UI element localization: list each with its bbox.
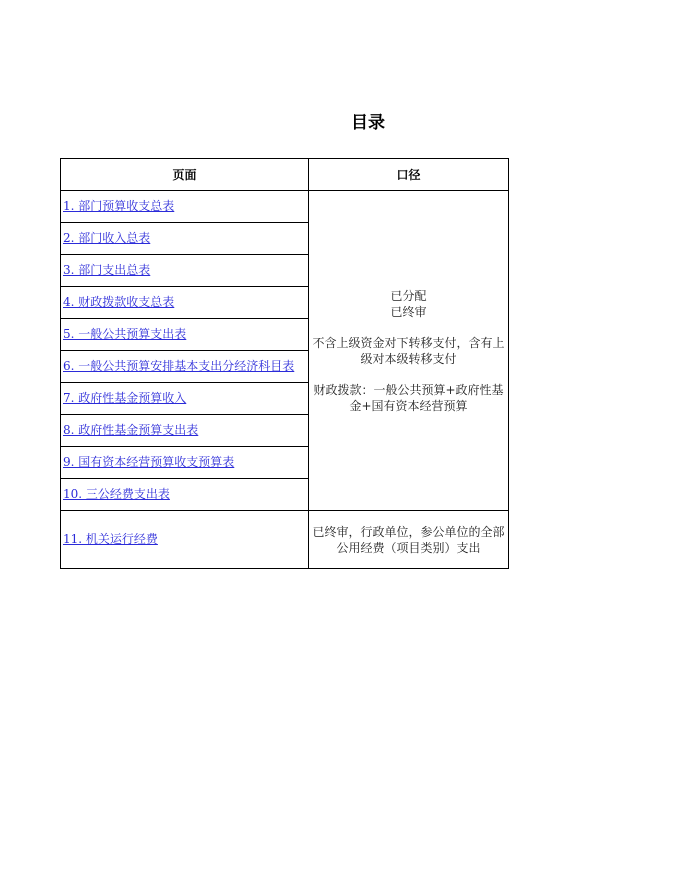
- link-state-capital-budget[interactable]: 9. 国有资本经营预算收支预算表: [63, 455, 235, 469]
- scope-cell-group: [309, 191, 509, 511]
- link-general-public-budget[interactable]: 5. 一般公共预算支出表: [63, 327, 187, 341]
- link-fiscal-appropriation[interactable]: 4. 财政拨款收支总表: [63, 295, 175, 309]
- page-cell: [61, 223, 309, 255]
- scope-transfer-note: 不含上级资金对下转移支付，含有上级对本级转移支付: [312, 335, 505, 366]
- toc-table: [60, 158, 509, 569]
- table-row: [61, 191, 509, 223]
- page-cell: [61, 319, 309, 351]
- page-cell: [61, 255, 309, 287]
- scope-cell-last: 已终审，行政单位，参公单位的全部公用经费（项目类别）支出: [309, 511, 509, 569]
- scope-final-review: 已终审: [390, 304, 427, 319]
- table-header-row: [61, 159, 509, 191]
- page-title: 目录: [351, 113, 385, 133]
- page-cell: [61, 511, 309, 569]
- scope-allocated: 已分配: [390, 288, 427, 303]
- link-three-public-expenses[interactable]: 10. 三公经费支出表: [63, 487, 170, 501]
- page-cell: [61, 479, 309, 511]
- link-gov-fund-income[interactable]: 7. 政府性基金预算收入: [63, 391, 187, 405]
- link-agency-operating-costs[interactable]: 11. 机关运行经费: [63, 532, 158, 546]
- scope-fiscal-note: 财政拨款：一般公共预算+政府性基金+国有资本经营预算: [313, 382, 504, 413]
- link-dept-budget-summary[interactable]: 1. 部门预算收支总表: [63, 199, 175, 213]
- table-row: [61, 511, 509, 569]
- header-scope: 口径: [309, 159, 509, 191]
- page-cell: [61, 287, 309, 319]
- link-gov-fund-expenditure[interactable]: 8. 政府性基金预算支出表: [63, 423, 199, 437]
- header-page: 页面: [61, 159, 309, 191]
- page-cell: [61, 191, 309, 223]
- page-cell: [61, 351, 309, 383]
- page-cell: [61, 447, 309, 479]
- link-dept-expenditure[interactable]: 3. 部门支出总表: [63, 263, 151, 277]
- link-dept-income[interactable]: 2. 部门收入总表: [63, 231, 151, 245]
- page-cell: [61, 415, 309, 447]
- page-cell: [61, 383, 309, 415]
- link-basic-expenditure-economic[interactable]: 6. 一般公共预算安排基本支出分经济科目表: [63, 359, 295, 373]
